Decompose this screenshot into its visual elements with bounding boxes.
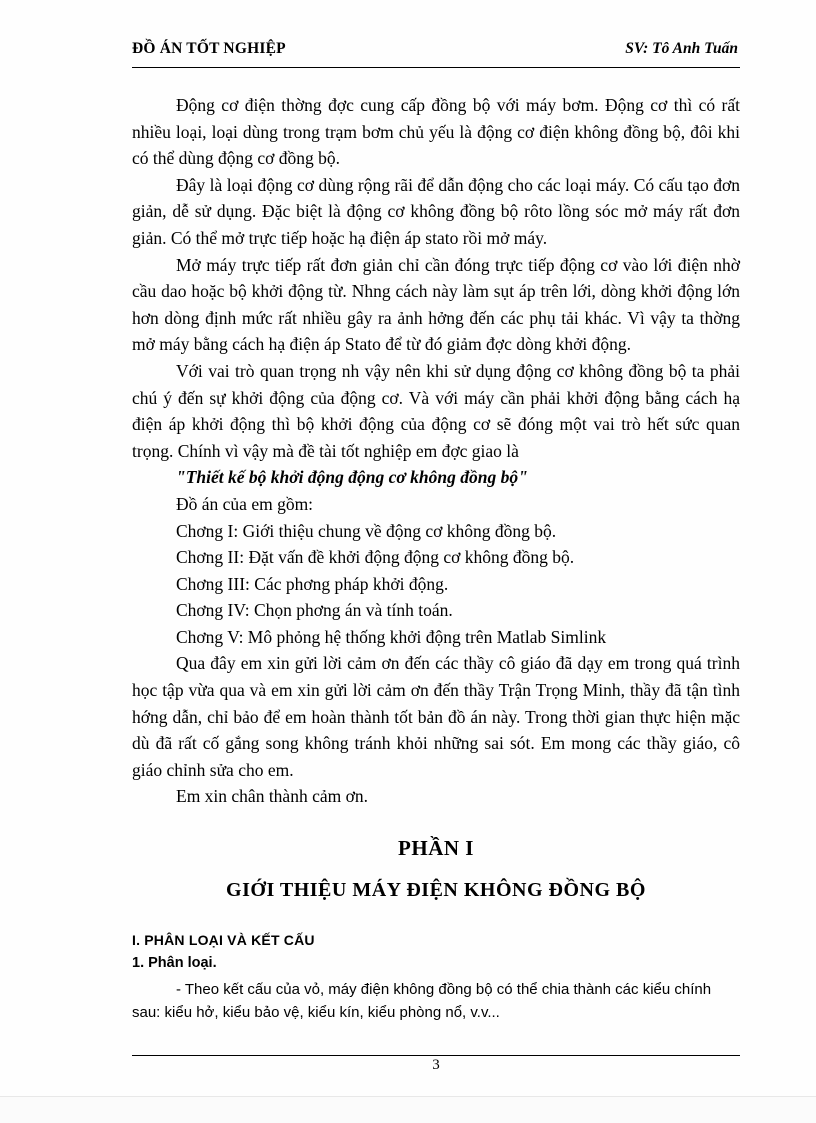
chapter-item: Chơng II: Đặt vấn đề khởi động động cơ không đồng bộ. [176, 547, 575, 568]
chapter-item: Chơng IV: Chọn phơng án và tính toán. [176, 600, 453, 621]
document-body [132, 92, 740, 810]
header-divider [132, 67, 740, 68]
chapter-list [132, 518, 740, 651]
paragraph-1: Động cơ điện thờng đợc cung cấp đồng bộ với máy bơm. Động cơ thì có rất nhiều loại, loại dùng trong trạm bơm chủ yếu là động cơ điện không đồng bộ, đôi khi có thể dùng động cơ đồng bộ. [132, 95, 740, 169]
page-bottom-strip [0, 1096, 816, 1123]
page-header [132, 40, 740, 70]
acknowledgement-paragraph: Qua đây em xin gửi lời cảm ơn đến các thầy cô giáo đã dạy em trong quá trình học tập vừa qua và em xin gửi lời cảm ơn đến thầy Trận Trọng Minh, thầy đã tận tình hớng dẫn, chỉ bảo để em hoàn thành tốt bản đồ án này. Trong thời gian thực hiện mặc dù đã rất cố gắng song không tránh khỏi những sai sót. Em mong các thầy giáo, cô giáo chỉnh sửa cho em. [132, 653, 740, 780]
chapter-item: Chơng I: Giới thiệu chung về động cơ không đồng bộ. [176, 520, 557, 541]
footer-divider [132, 1055, 740, 1056]
subsection-body [132, 979, 740, 1024]
paragraph-3: Mở máy trực tiếp rất đơn giản chỉ cần đóng trực tiếp động cơ vào lới điện nhờ cầu dao hoặc bộ khởi động từ. Nhng cách này làm sụt áp trên lới, dòng khởi động lớn hơn dòng định mức rất nhiều gây ra ảnh hởng đến các phụ tải khác. Vì vậy ta thờng mở máy bằng cách hạ điện áp Stato để từ đó giảm đợc dòng khởi động. [132, 254, 740, 355]
page-number: 3 [432, 1057, 440, 1073]
paragraph-2: Đây là loại động cơ dùng rộng rãi để dẫn động cho các loại máy. Có cấu tạo đơn giản, dễ sử dụng. Đặc biệt là động cơ không đồng bộ rôto lồng sóc mở máy rất đơn giản. Có thể mở trực tiếp hoặc hạ điện áp stato rồi mở máy. [132, 174, 740, 248]
thanks-line: Em xin chân thành cảm ơn. [176, 786, 368, 807]
part-title: PHẦN I [398, 836, 474, 861]
header-student-name: SV: Tô Anh Tuấn [625, 40, 738, 57]
subsection-body-text: - Theo kết cấu của vỏ, máy điện không đồng bộ có thể chia thành các kiểu chính sau: kiểu hở, kiểu bảo vệ, kiểu kín, kiểu phòng nổ, v.v... [132, 981, 712, 1021]
section-heading: I. PHÂN LOẠI VÀ KẾT CẤU [132, 932, 315, 949]
header-title-left: ĐỒ ÁN TỐT NGHIỆP [132, 40, 286, 57]
chapter-item: Chơng V: Mô phỏng hệ thống khởi động trên Matlab Simlink [176, 626, 607, 647]
chapter-item: Chơng III: Các phơng pháp khởi động. [176, 573, 449, 594]
part-subtitle: GIỚI THIỆU MÁY ĐIỆN KHÔNG ĐỒNG BỘ [226, 879, 646, 902]
subsection-heading: 1. Phân loại. [132, 955, 217, 972]
paragraph-4: Với vai trò quan trọng nh vậy nên khi sử dụng động cơ không đồng bộ ta phải chú ý đến sự khởi động của động cơ. Và với máy cần phải khởi động bằng cách hạ điện áp khởi động thì bộ khởi động của động cơ sẽ đóng một vai trò hết sức quan trọng. Chính vì vậy mà đề tài tốt nghiệp em đợc giao là [132, 360, 740, 461]
thesis-title: "Thiết kế bộ khởi động động cơ không đồng bộ" [176, 467, 528, 488]
page-content [132, 40, 740, 1024]
toc-intro: Đồ án của em gồm: [176, 493, 314, 514]
